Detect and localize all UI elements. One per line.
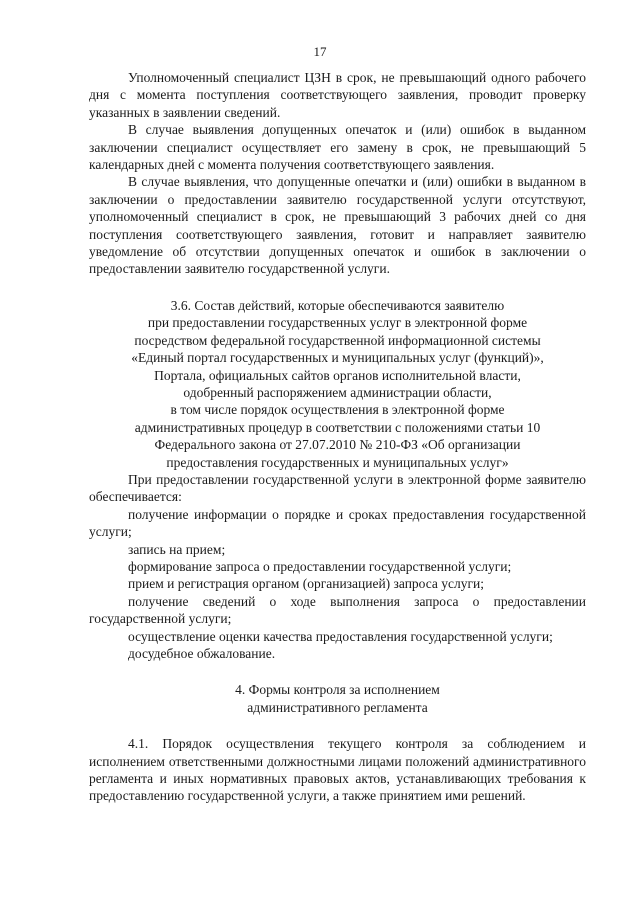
heading-line: посредством федеральной государственной информационной системы <box>134 332 541 348</box>
section-3-6-heading <box>89 297 586 471</box>
page-number: 17 <box>313 44 327 59</box>
heading-line: Федерального закона от 27.07.2010 № 210-ФЗ «Об организации <box>154 437 521 453</box>
list-item: прием и регистрация органом (организацией) запроса услуги; <box>128 576 485 592</box>
heading-line: «Единый портал государственных и муниципальных услуг (функций)», <box>131 350 544 366</box>
paragraph-error-replacement: В случае выявления допущенных опечаток и (или) ошибок в выданном заключении специалист осуществляет его замену в срок, не превышающий 5 календарных дней с момента получения соответствующего заявления. <box>89 122 586 173</box>
heading-line: 3.6. Состав действий, которые обеспечиваются заявителю <box>170 297 505 313</box>
list-item: осуществление оценки качества предоставления государственной услуги; <box>128 628 553 644</box>
heading-line: при предоставлении государственных услуг в электронной форме <box>147 315 528 331</box>
list-item: получение сведений о ходе выполнения запроса о предоставлении государственной услуги; <box>89 593 586 627</box>
section-4-heading <box>89 681 586 716</box>
paragraph-electronic-intro: При предоставлении государственной услуги в электронной форме заявителю обеспечивается: <box>89 471 586 505</box>
paragraph-check-application: Уполномоченный специалист ЦЗН в срок, не превышающий одного рабочего дня с момента поступления соответствующего заявления, проводит проверку указанных в заявлении сведений. <box>89 70 586 120</box>
paragraph-4-1: 4.1. Порядок осуществления текущего контроля за соблюдением и исполнением ответственными должностными лицами положений административного регламента и иных нормативных правовых актов, устанавливающих требования к предоставлению государственной услуги, а также принятием ими решений. <box>89 736 586 804</box>
heading-line: административного регламента <box>247 699 428 715</box>
heading-line: в том числе порядок осуществления в электронной форме <box>170 402 505 418</box>
list-item: досудебное обжалование. <box>128 646 276 661</box>
paragraph-no-errors-notice: В случае выявления, что допущенные опечатки и (или) ошибки в выданном в заключении о предоставлении заявителю государственной услуги отсутствуют, уполномоченный специалист в срок, не превышающий 3 рабочих дней со дня поступления соответствующего заявления, готовит и направляет заявителю уведомление об отсутствии допущенных опечаток и ошибок в заключении о предоставлении заявителю государственной услуги. <box>89 174 586 277</box>
list-item: формирование запроса о предоставлении государственной услуги; <box>128 558 512 574</box>
list-item: запись на прием; <box>128 541 226 557</box>
heading-line: предоставления государственных и муниципальных услуг» <box>166 454 509 470</box>
heading-line: административных процедур в соответствии с положениями статьи 10 <box>134 419 541 435</box>
list-item: получение информации о порядке и сроках предоставления государственной услуги; <box>89 506 586 540</box>
heading-line: одобренный распоряжением администрации области, <box>183 384 492 400</box>
document-body <box>89 69 586 805</box>
heading-line: Портала, официальных сайтов органов исполнительной власти, <box>154 367 521 383</box>
heading-line: 4. Формы контроля за исполнением <box>235 682 440 698</box>
